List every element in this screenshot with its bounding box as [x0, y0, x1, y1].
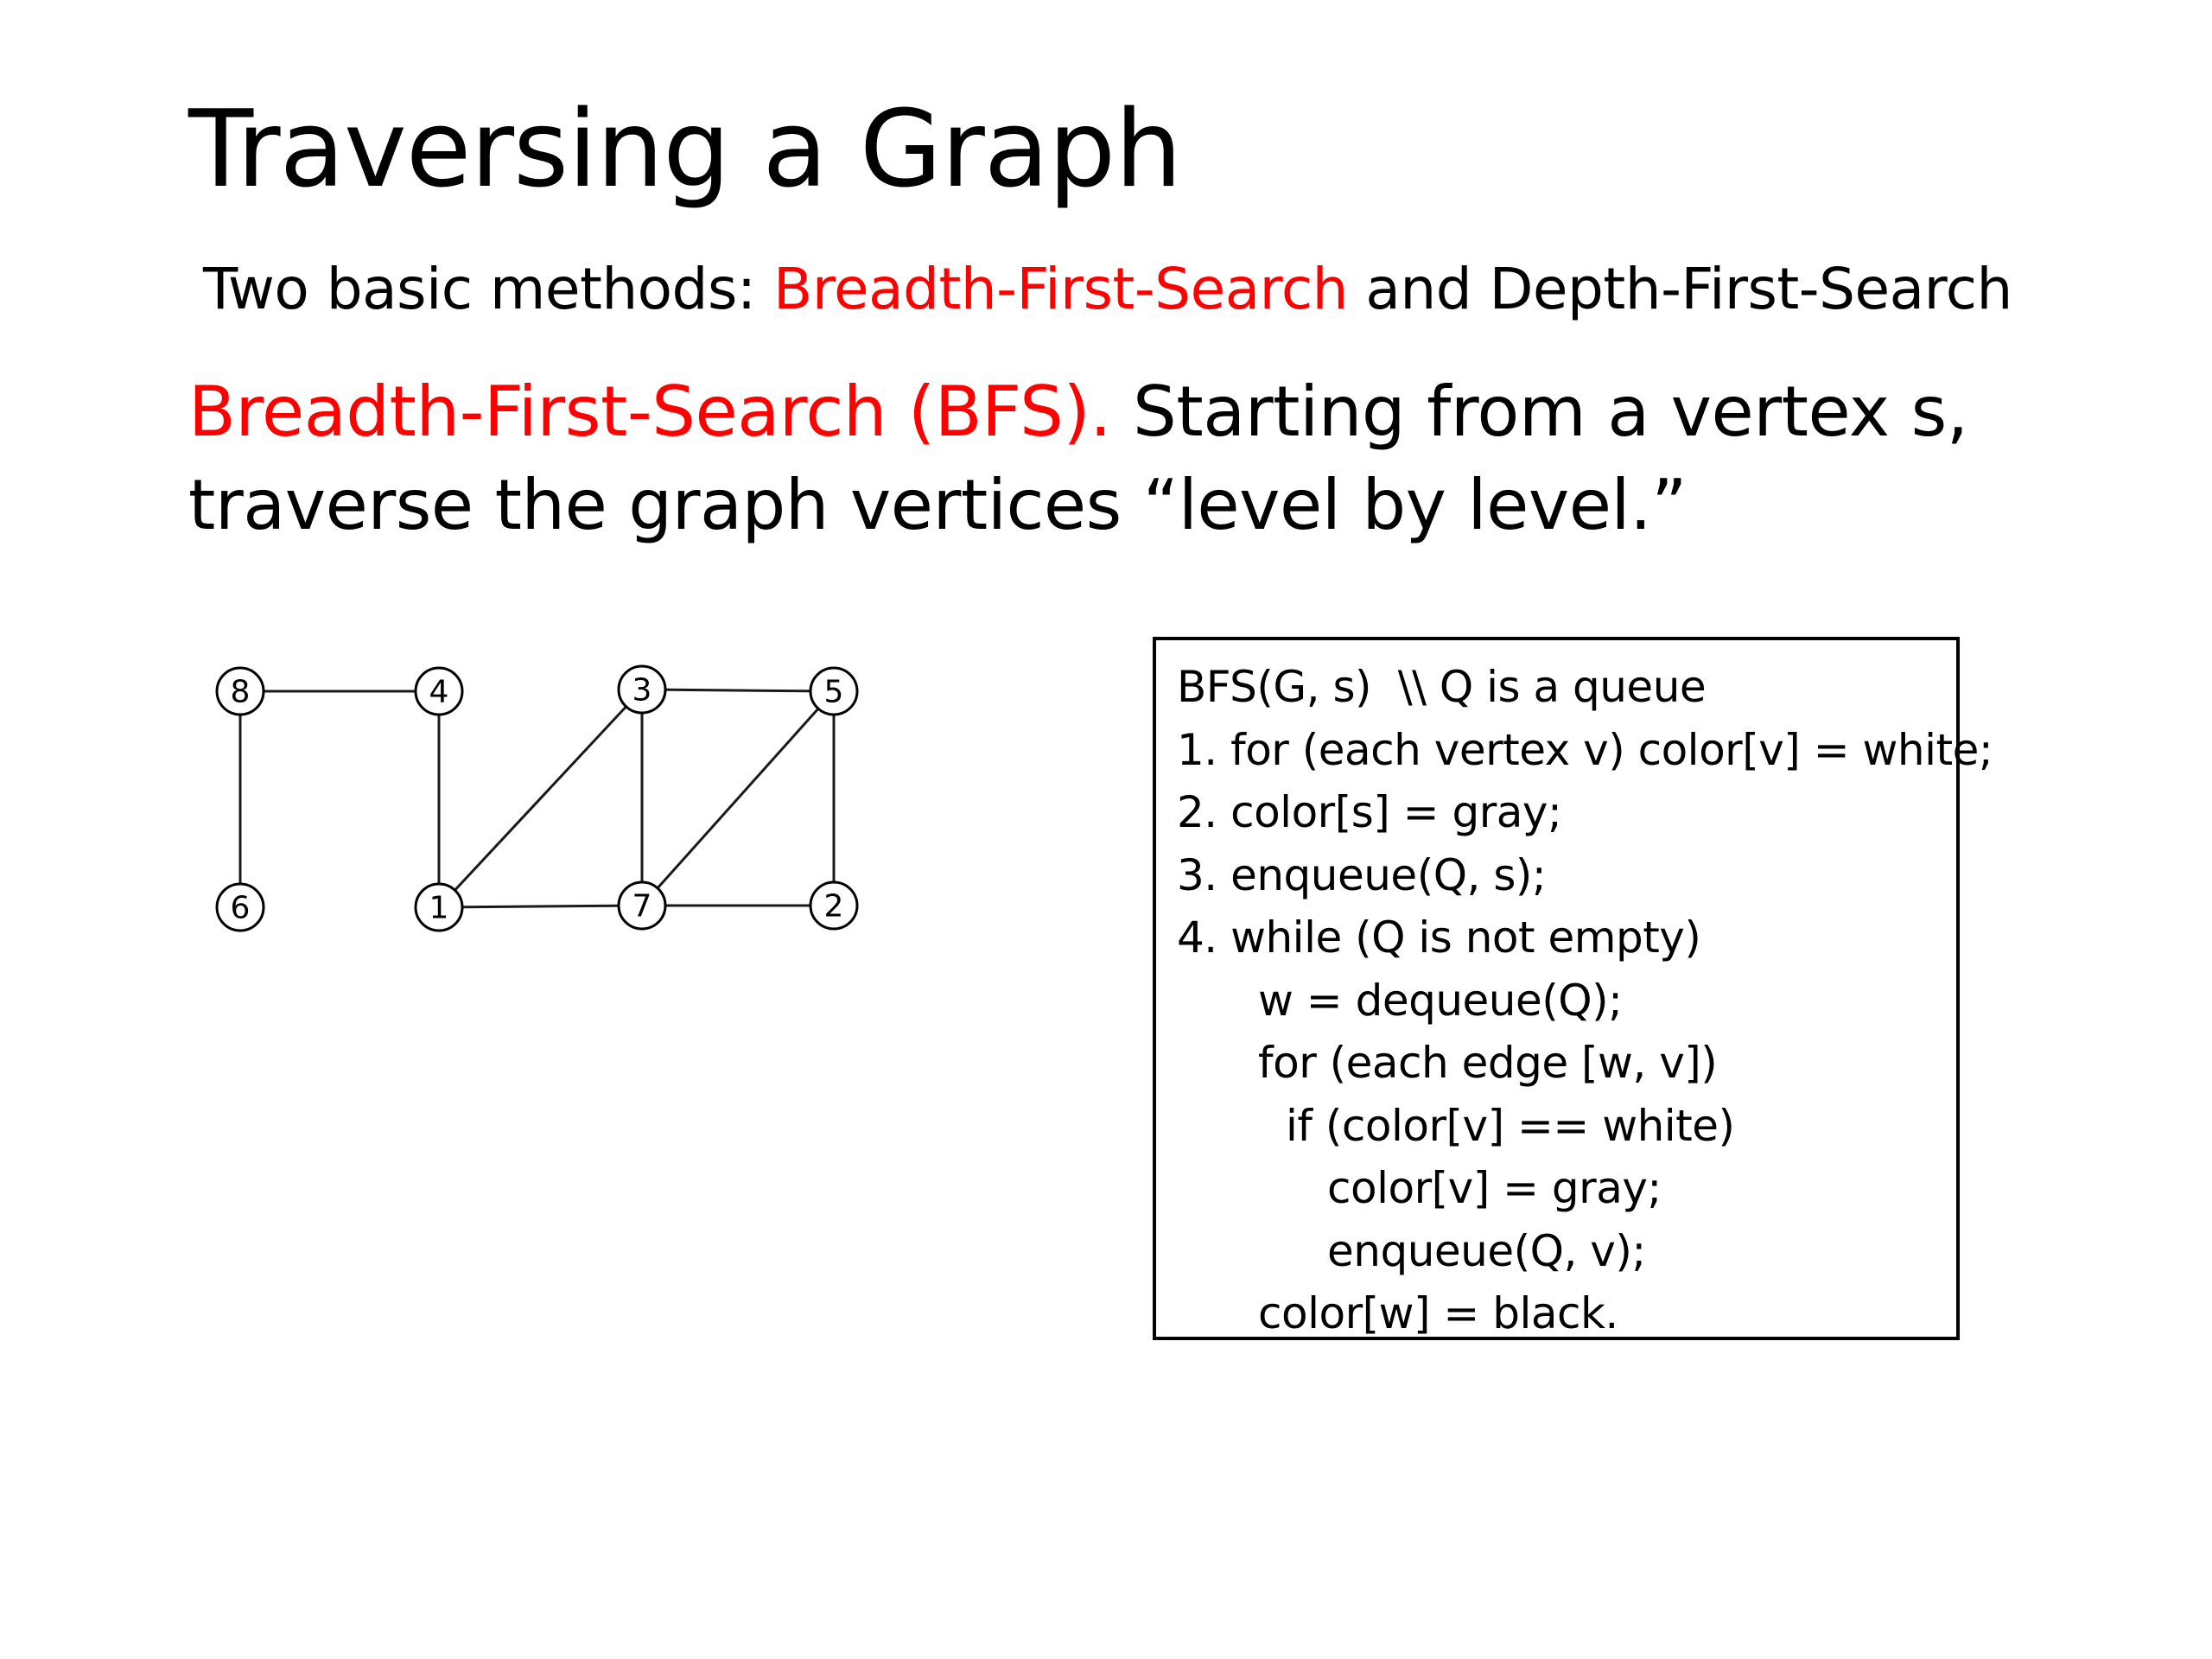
graph-vertex-5 [810, 668, 857, 715]
vertex-label: 7 [632, 888, 652, 925]
vertex-label: 1 [429, 890, 449, 926]
pseudocode-line: for (each edge [w, v]) [1258, 1038, 1718, 1088]
example-graph [156, 622, 916, 968]
pseudocode-line: 3. enqueue(Q, s); [1177, 849, 1547, 900]
graph-vertex-6 [217, 884, 264, 931]
graph-vertex-8 [217, 668, 264, 715]
pseudocode-line: color[w] = black. [1258, 1288, 1618, 1338]
graph-edge-3-5 [642, 690, 834, 691]
graph-vertex-3 [619, 666, 665, 713]
pseudocode-line: 2. color[s] = gray; [1177, 787, 1562, 837]
vertex-label: 4 [429, 674, 449, 710]
definition-text: Starting from a vertex s, traverse the graph vertices “level by level.” [188, 372, 1968, 545]
graph-vertex-7 [619, 882, 665, 929]
bfs-definition [188, 365, 2089, 552]
graph-edges [240, 690, 834, 907]
vertex-label: 5 [823, 674, 844, 710]
pseudocode-line: enqueue(Q, v); [1327, 1225, 1646, 1276]
subtitle-suffix: and Depth-First-Search [1347, 256, 2012, 322]
pseudocode-box [1153, 637, 1993, 1340]
vertex-label: 6 [230, 890, 251, 926]
graph-vertex-2 [810, 882, 857, 929]
graph-vertex-1 [416, 884, 462, 931]
pseudocode-line: 4. while (Q is not empty) [1177, 912, 1701, 963]
vertex-label: 8 [230, 674, 251, 710]
graph-edge-5-7 [642, 691, 834, 906]
subtitle [203, 255, 2012, 323]
graph-edge-1-7 [439, 906, 642, 907]
definition-highlight: Breadth-First-Search (BFS). [188, 372, 1112, 452]
pseudocode-line: color[v] = gray; [1327, 1163, 1662, 1213]
slide-title: Traversing a Graph [188, 88, 1182, 212]
pseudocode-line: if (color[v] == white) [1286, 1100, 1735, 1151]
graph-vertices [217, 666, 857, 931]
pseudocode-line: 1. for (each vertex v) color[v] = white; [1177, 724, 1993, 775]
vertex-label: 2 [823, 888, 844, 925]
pseudocode-line: BFS(G, s) \\ Q is a queue [1177, 662, 1707, 712]
pseudocode-lines [1177, 656, 1993, 1345]
subtitle-highlight: Breadth-First-Search [773, 256, 1348, 322]
pseudocode-line: w = dequeue(Q); [1258, 975, 1623, 1026]
graph-edge-1-3 [439, 690, 642, 907]
graph-vertex-4 [416, 668, 462, 715]
subtitle-prefix: Two basic methods: [203, 256, 774, 322]
vertex-label: 3 [632, 672, 652, 709]
